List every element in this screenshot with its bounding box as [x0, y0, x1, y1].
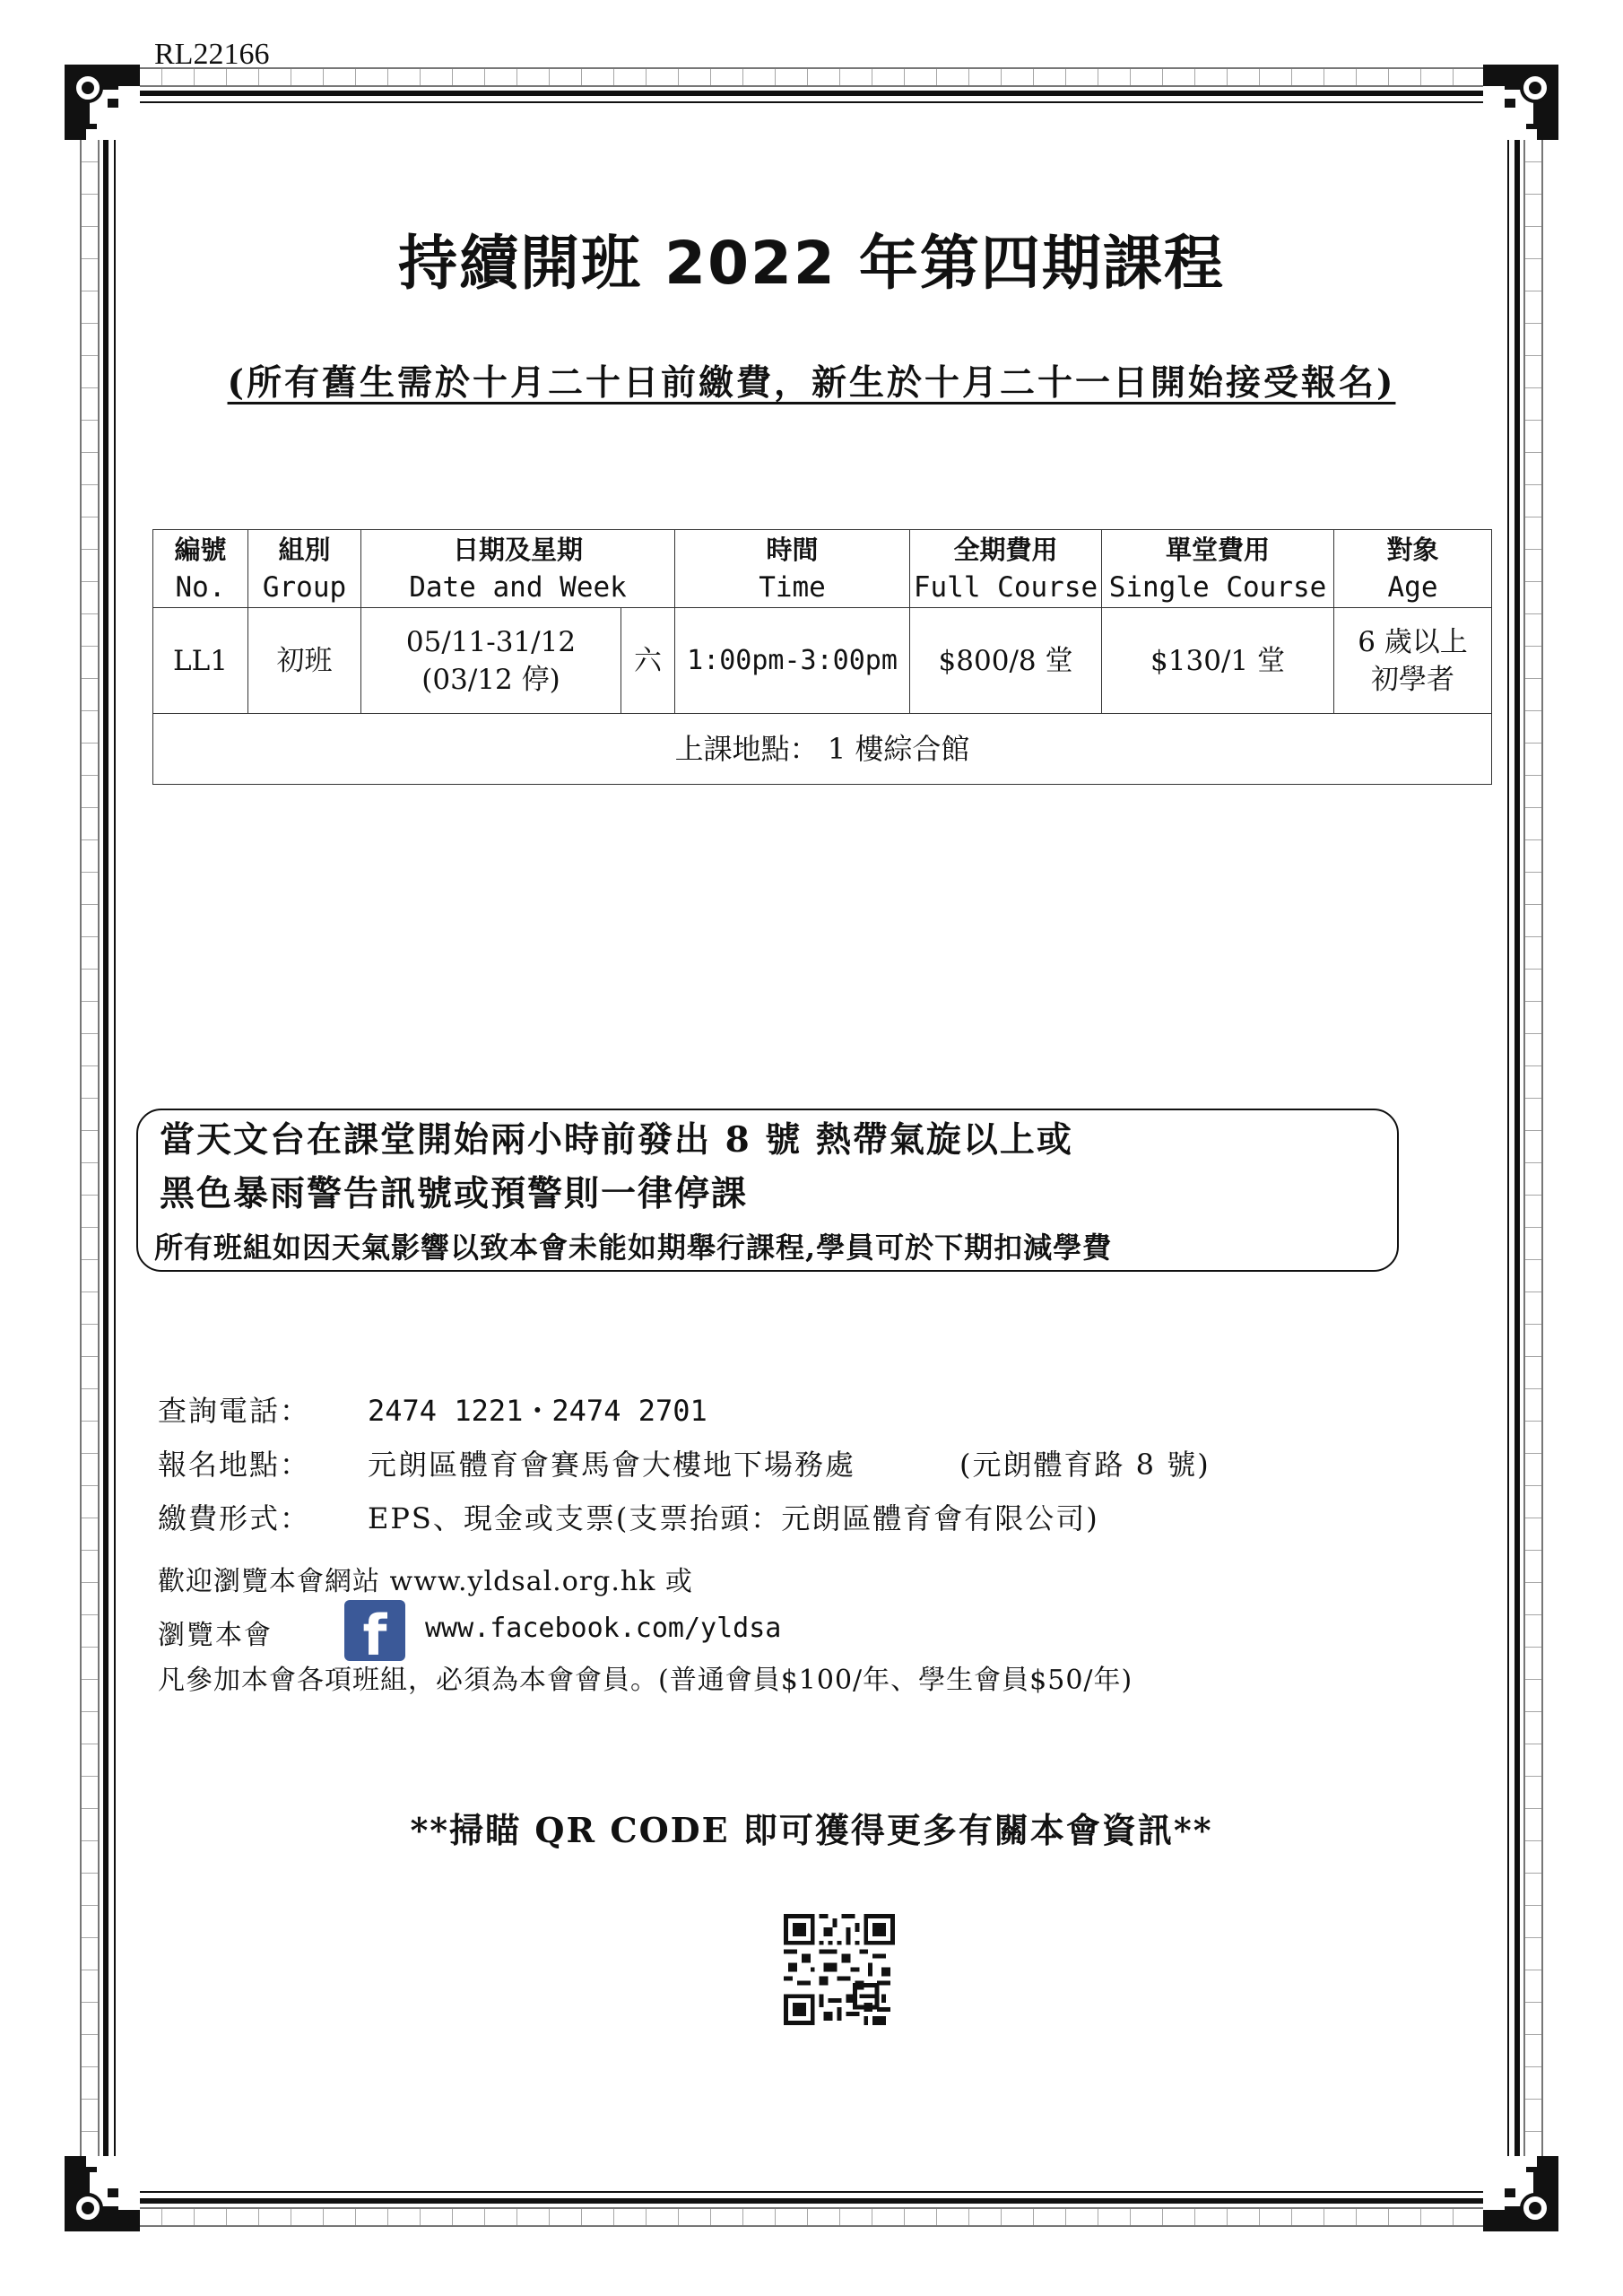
cell-weekday: 六: [621, 608, 675, 714]
website-line: 歡迎瀏覽本會網站 www.yldsal.org.hk 或: [158, 1566, 693, 1597]
venue-value: 元朗區體育會賽馬會大樓地下場務處: [368, 1448, 856, 1482]
course-table: [152, 529, 1492, 785]
membership-note: 凡參加本會各項班組，必須為本會會員。(普通會員$100/年、學生會員$50/年): [158, 1665, 1133, 1696]
registration-note: (所有舊生需於十月二十日前繳費，新生於十月二十一日開始接受報名): [227, 362, 1396, 404]
header-date: 日期及星期 Date and Week: [361, 530, 675, 608]
phone-value: 2474 1221・2474 2701: [368, 1394, 707, 1428]
header-single-fee: 單堂費用 Single Course: [1102, 530, 1334, 608]
phone-label: 查詢電話：: [158, 1394, 311, 1428]
cell-age: 6 歲以上 初學者: [1334, 608, 1492, 714]
cell-time: 1:00pm-3:00pm: [675, 608, 910, 714]
notice-line-1: 當天文台在課堂開始兩小時前發出 8 號 熱帶氣旋以上或: [160, 1119, 1073, 1161]
facebook-icon[interactable]: f: [344, 1600, 405, 1661]
cell-single-fee: $130/1 堂: [1102, 608, 1334, 714]
cell-location: 上課地點： 1 樓綜合館: [153, 714, 1492, 785]
cell-date: 05/11-31/12 (03/12 停): [361, 608, 621, 714]
page-title: 持續開班 2022 年第四期課程: [398, 229, 1225, 298]
cell-group: 初班: [248, 608, 361, 714]
header-time: 時間 Time: [675, 530, 910, 608]
notice-line-2: 黑色暴雨警告訊號或預警則一律停課: [160, 1173, 749, 1214]
facebook-prefix: 瀏覽本會: [158, 1620, 273, 1651]
payment-label: 繳費形式：: [158, 1501, 311, 1535]
qr-code-icon[interactable]: [784, 1914, 895, 2025]
qr-caption: **掃瞄 QR CODE 即可獲得更多有關本會資訊**: [410, 1810, 1213, 1850]
venue-address: (元朗體育路 8 號): [959, 1448, 1211, 1482]
venue-label: 報名地點：: [158, 1448, 311, 1482]
cell-full-fee: $800/8 堂: [910, 608, 1102, 714]
header-full-fee: 全期費用 Full Course: [910, 530, 1102, 608]
header-group: 組別 Group: [248, 530, 361, 608]
document-code: RL22166: [154, 38, 270, 71]
payment-value: EPS、現金或支票(支票抬頭：元朗區體育會有限公司): [368, 1501, 1099, 1535]
notice-line-3: 所有班組如因天氣影響以致本會未能如期舉行課程,學員可於下期扣減學費: [154, 1231, 1113, 1265]
header-no: 編號 No.: [153, 530, 248, 608]
header-age: 對象 Age: [1334, 530, 1492, 608]
facebook-link[interactable]: www.facebook.com/yldsa: [425, 1613, 782, 1644]
table-header-row: [153, 530, 1492, 608]
cell-no: LL1: [153, 608, 248, 714]
location-row: [153, 714, 1492, 785]
table-row: [153, 608, 1492, 714]
